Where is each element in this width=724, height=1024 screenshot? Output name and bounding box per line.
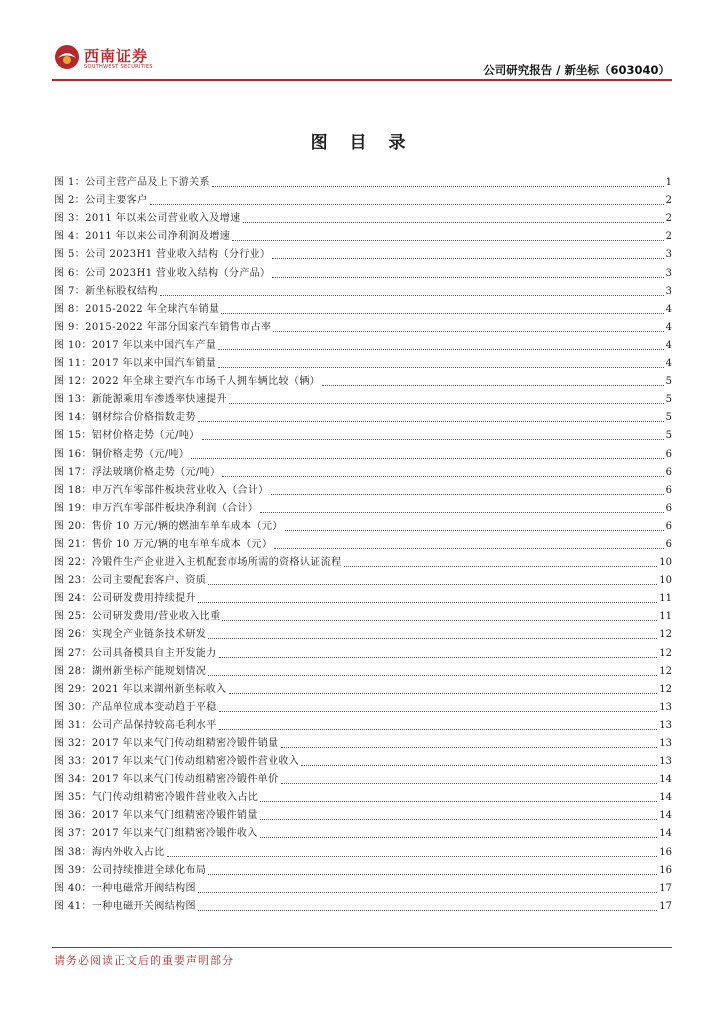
toc-entry-page: 2 — [665, 213, 672, 225]
toc-leader-dots — [229, 691, 658, 694]
toc-entry-label: 图 29：2021 年以来湖州新坐标收入 — [54, 683, 227, 695]
toc-entry-label: 图 23：公司主要配套客户、资质 — [54, 575, 207, 587]
toc-leader-dots — [272, 275, 663, 278]
toc-entry-page: 11 — [659, 611, 672, 623]
toc-entry-page: 5 — [665, 376, 672, 388]
toc-entry[interactable] — [54, 877, 672, 895]
toc-entry-page: 6 — [665, 502, 672, 514]
page-header — [0, 0, 724, 80]
toc-entry-label: 图 7：新坐标股权结构 — [54, 285, 158, 297]
toc-leader-dots — [243, 220, 664, 223]
toc-leader-dots — [208, 673, 657, 676]
toc-entry-label: 图 2：公司主要客户 — [54, 195, 148, 207]
toc-leader-dots — [260, 835, 658, 838]
toc-entry-page: 10 — [659, 557, 672, 569]
toc-entry-label: 图 39：公司持续推进全球化布局 — [54, 864, 207, 876]
toc-entry[interactable] — [54, 732, 672, 750]
toc-leader-dots — [285, 528, 664, 531]
toc-entry-label: 图 20：售价 10 万元/辆的燃油车单车成本（元） — [54, 520, 283, 532]
toc-leader-dots — [191, 456, 663, 459]
toc-leader-dots — [222, 618, 657, 621]
toc-entry[interactable] — [54, 497, 672, 515]
toc-entry-page: 10 — [659, 575, 672, 587]
figure-table-of-contents — [54, 171, 672, 913]
toc-entry-label: 图 26：实现全产业链条技术研发 — [54, 629, 207, 641]
toc-entry-page: 13 — [659, 756, 672, 768]
report-label: 公司研究报告 / 新坐标（603040） — [483, 63, 670, 77]
toc-entry-label: 图 5：公司 2023H1 营业收入结构（分行业） — [54, 249, 271, 261]
toc-entry-page: 3 — [665, 285, 672, 297]
toc-leader-dots — [260, 799, 657, 802]
toc-entry[interactable] — [54, 641, 672, 659]
toc-leader-dots — [281, 745, 658, 748]
toc-leader-dots — [167, 854, 658, 857]
toc-entry-label: 图 19：申万汽车零部件板块净利润（合计） — [54, 502, 259, 514]
toc-entry[interactable] — [54, 388, 672, 406]
toc-entry[interactable] — [54, 678, 672, 696]
toc-entry-label: 图 41：一种电磁开关阀结构图 — [54, 900, 196, 912]
toc-entry[interactable] — [54, 768, 672, 786]
toc-entry-page: 6 — [665, 484, 672, 496]
toc-entry[interactable] — [54, 804, 672, 822]
toc-entry[interactable] — [54, 696, 672, 714]
toc-entry-label: 图 33：2017 年以来气门传动组精密冷锻件营业收入 — [54, 756, 300, 768]
toc-leader-dots — [301, 763, 657, 766]
toc-entry[interactable] — [54, 442, 672, 460]
toc-entry-page: 3 — [665, 249, 672, 261]
toc-entry-page: 4 — [665, 303, 672, 315]
toc-entry-page: 6 — [665, 466, 672, 478]
toc-entry-page: 5 — [665, 412, 672, 424]
toc-entry[interactable] — [54, 171, 672, 189]
toc-entry-label: 图 17：浮法玻璃价格走势（元/吨） — [54, 466, 221, 478]
toc-entry-page: 4 — [665, 339, 672, 351]
toc-entry-page: 14 — [659, 774, 672, 786]
toc-entry-label: 图 11：2017 年以来中国汽车销量 — [54, 358, 217, 370]
toc-leader-dots — [222, 474, 663, 477]
toc-entry[interactable] — [54, 895, 672, 913]
toc-leader-dots — [219, 655, 658, 658]
toc-entry-label: 图 3：2011 年以来公司营业收入及增速 — [54, 213, 241, 225]
toc-entry[interactable] — [54, 461, 672, 479]
toc-entry-page: 4 — [665, 321, 672, 333]
toc-entry-label: 图 37：2017 年以来气门组精密冷锻件收入 — [54, 828, 258, 840]
footer-notice: 请务必阅读正文后的重要声明部分 — [54, 954, 234, 967]
toc-entry-label: 图 25：公司研发费用/营业收入比重 — [54, 611, 221, 623]
toc-entry-page: 12 — [659, 665, 672, 677]
toc-leader-dots — [260, 817, 658, 820]
toc-entry-page: 12 — [659, 629, 672, 641]
toc-entry-label: 图 30：产品单位成本变动趋于平稳 — [54, 701, 217, 713]
toc-entry-page: 2 — [665, 231, 672, 243]
toc-entry-page: 14 — [659, 810, 672, 822]
toc-leader-dots — [271, 492, 664, 495]
toc-leader-dots — [322, 383, 663, 386]
toc-entry-label: 图 16：铜价格走势（元/吨） — [54, 448, 190, 460]
toc-entry-page: 13 — [659, 738, 672, 749]
toc-entry-page: 6 — [665, 448, 672, 460]
toc-leader-dots — [212, 184, 664, 187]
toc-leader-dots — [150, 202, 664, 205]
toc-entry-label: 图 32：2017 年以来气门传动组精密冷锻件销量 — [54, 738, 279, 749]
toc-entry-label: 图 9：2015-2022 年部分国家汽车销售市占率 — [54, 321, 272, 333]
toc-entry-label: 图 38：海内外收入占比 — [54, 846, 165, 858]
toc-entry-page: 16 — [659, 864, 672, 876]
toc-entry-label: 图 34：2017 年以来气门传动组精密冷锻件单价 — [54, 774, 279, 786]
toc-entry[interactable] — [54, 569, 672, 587]
toc-leader-dots — [221, 311, 663, 314]
toc-leader-dots — [274, 546, 663, 549]
toc-entry-page: 12 — [659, 647, 672, 659]
toc-entry[interactable] — [54, 298, 672, 316]
toc-entry[interactable] — [54, 750, 672, 768]
toc-entry[interactable] — [54, 189, 672, 207]
toc-entry[interactable] — [54, 352, 672, 370]
toc-entry-page: 5 — [665, 394, 672, 406]
toc-entry-label: 图 18：申万汽车零部件板块营业收入（合计） — [54, 484, 269, 496]
toc-entry-page: 6 — [665, 538, 672, 550]
toc-leader-dots — [260, 510, 663, 513]
toc-leader-dots — [218, 365, 663, 368]
toc-entry[interactable] — [54, 623, 672, 641]
toc-leader-dots — [198, 419, 664, 422]
company-logo — [54, 44, 154, 74]
toc-entry[interactable] — [54, 714, 672, 732]
toc-leader-dots — [198, 890, 657, 893]
toc-entry-label: 图 31：公司产品保持较高毛利水平 — [54, 719, 217, 731]
toc-leader-dots — [198, 600, 657, 603]
toc-leader-dots — [219, 709, 658, 712]
toc-entry-page: 6 — [665, 520, 672, 532]
toc-entry[interactable] — [54, 424, 672, 442]
toc-leader-dots — [281, 781, 658, 784]
toc-entry-label: 图 15：铝材价格走势（元/吨） — [54, 430, 200, 442]
toc-entry[interactable] — [54, 551, 672, 569]
toc-leader-dots — [219, 727, 658, 730]
toc-entry-page: 5 — [665, 430, 672, 442]
toc-entry[interactable] — [54, 533, 672, 551]
page-title: 图 目 录 — [310, 133, 414, 153]
brand-name-cn: 西南证券 — [84, 47, 149, 65]
toc-entry[interactable] — [54, 859, 672, 877]
toc-entry[interactable] — [54, 479, 672, 497]
toc-entry-label: 图 4：2011 年以来公司净利润及增速 — [54, 231, 231, 243]
toc-entry[interactable] — [54, 207, 672, 225]
toc-entry[interactable] — [54, 370, 672, 388]
toc-entry[interactable] — [54, 840, 672, 858]
toc-leader-dots — [160, 293, 664, 296]
toc-entry[interactable] — [54, 786, 672, 804]
toc-entry-label: 图 22：冷锻件生产企业进入主机配套市场所需的资格认证流程 — [54, 557, 342, 569]
toc-entry-page: 14 — [659, 792, 672, 804]
toc-entry-label: 图 6：公司 2023H1 营业收入结构（分产品） — [54, 267, 271, 279]
toc-leader-dots — [272, 256, 663, 259]
toc-entry[interactable] — [54, 280, 672, 298]
toc-entry-label: 图 27：公司具备模具自主开发能力 — [54, 647, 217, 659]
toc-entry[interactable] — [54, 605, 672, 623]
toc-leader-dots — [198, 908, 657, 911]
toc-entry-page: 17 — [659, 900, 672, 912]
toc-entry-page: 13 — [659, 701, 672, 713]
footer-divider — [52, 947, 672, 948]
brand-name-en: SOUTHWEST SECURITIES — [84, 64, 153, 70]
toc-entry[interactable] — [54, 515, 672, 533]
toc-entry[interactable] — [54, 406, 672, 424]
toc-leader-dots — [273, 329, 663, 332]
toc-entry[interactable] — [54, 660, 672, 678]
toc-leader-dots — [208, 636, 657, 639]
toc-entry-label: 图 8：2015-2022 年全球汽车销量 — [54, 303, 220, 315]
logo-mark-icon — [54, 44, 80, 70]
toc-entry[interactable] — [54, 587, 672, 605]
toc-entry-page: 13 — [659, 719, 672, 731]
toc-entry[interactable] — [54, 316, 672, 334]
toc-entry-page: 16 — [659, 846, 672, 858]
toc-leader-dots — [208, 872, 657, 875]
toc-entry-page: 12 — [659, 683, 672, 695]
toc-entry-label: 图 40：一种电磁常开阀结构图 — [54, 882, 196, 894]
toc-entry-page: 3 — [665, 267, 672, 279]
toc-entry[interactable] — [54, 334, 672, 352]
toc-entry-label: 图 36：2017 年以来气门组精密冷锻件销量 — [54, 810, 258, 822]
toc-entry-label: 图 1：公司主营产品及上下游关系 — [54, 177, 210, 189]
toc-leader-dots — [229, 401, 664, 404]
toc-entry-page: 1 — [665, 177, 672, 189]
toc-entry-label: 图 10：2017 年以来中国汽车产量 — [54, 339, 217, 351]
toc-entry-label: 图 21：售价 10 万元/辆的电车单车成本（元） — [54, 538, 273, 550]
toc-entry[interactable] — [54, 261, 672, 279]
toc-entry-page: 2 — [665, 195, 672, 207]
toc-leader-dots — [208, 582, 657, 585]
toc-leader-dots — [232, 238, 663, 241]
toc-entry-page: 4 — [665, 358, 672, 370]
toc-entry-label: 图 35：气门传动组精密冷锻件营业收入占比 — [54, 792, 259, 804]
toc-entry-label: 图 13：新能源乘用车渗透率快速提升 — [54, 394, 228, 406]
header-divider — [52, 79, 672, 81]
toc-entry-page: 11 — [659, 593, 672, 605]
toc-entry-label: 图 14：钢材综合价格指数走势 — [54, 412, 196, 424]
toc-entry-label: 图 24：公司研发费用持续提升 — [54, 593, 196, 605]
toc-leader-dots — [202, 437, 664, 440]
toc-entry-page: 14 — [659, 828, 672, 840]
toc-entry-label: 图 28：湖州新坐标产能规划情况 — [54, 665, 207, 677]
toc-entry[interactable] — [54, 243, 672, 261]
toc-leader-dots — [218, 347, 663, 350]
toc-leader-dots — [344, 564, 658, 567]
toc-entry-label: 图 12：2022 年全球主要汽车市场千人拥车辆比较（辆） — [54, 376, 321, 388]
toc-entry-page: 17 — [659, 882, 672, 894]
toc-entry[interactable] — [54, 822, 672, 840]
toc-entry[interactable] — [54, 225, 672, 243]
